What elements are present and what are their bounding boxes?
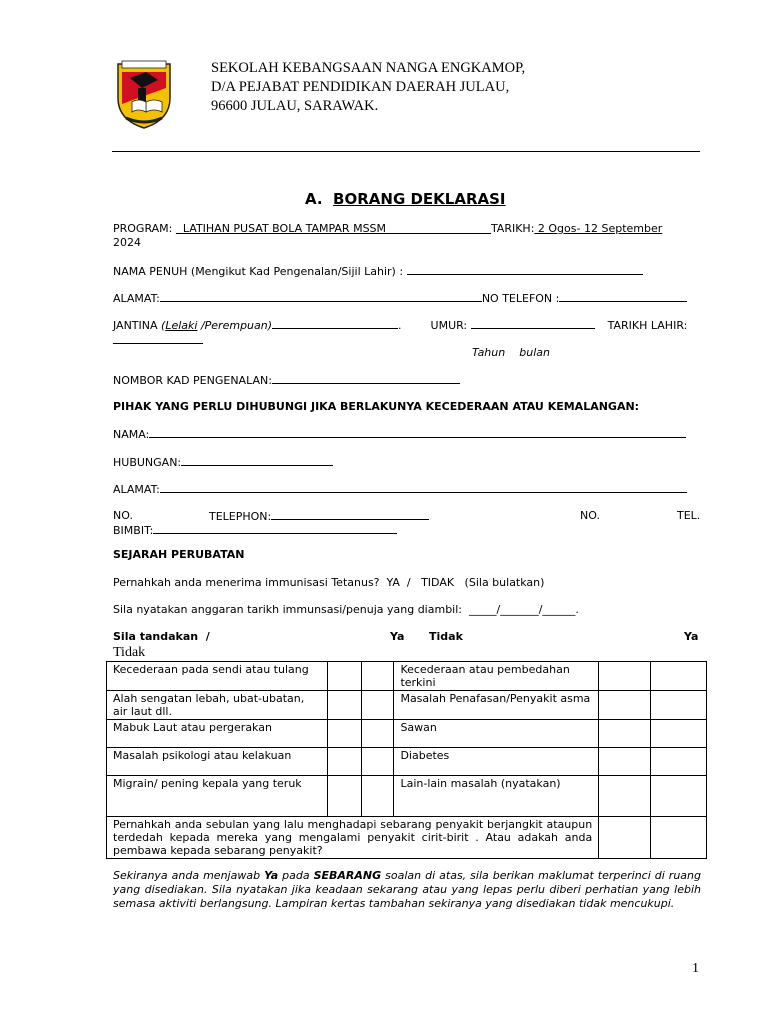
- date-field[interactable]: _____/_______/______.: [469, 603, 579, 616]
- tidak-cell[interactable]: [651, 691, 707, 720]
- umur-label: UMUR:: [430, 319, 468, 332]
- condition-left: Migrain/ pening kepala yang teruk: [107, 776, 328, 817]
- table-row: [107, 817, 707, 859]
- telefon-label: NO TELEFON :: [481, 292, 560, 305]
- tidak-cell[interactable]: [651, 662, 707, 691]
- nama-field[interactable]: [407, 264, 643, 275]
- kad-field[interactable]: [272, 373, 460, 384]
- ya-cell[interactable]: [327, 748, 361, 776]
- title-number: A.: [305, 190, 323, 208]
- ya-cell[interactable]: [327, 662, 361, 691]
- condition-left: Kecederaan pada sendi atau tulang: [107, 662, 328, 691]
- ya-header-1: Ya: [390, 630, 405, 643]
- tidak-cell[interactable]: [361, 662, 394, 691]
- hubungan-row: [113, 455, 333, 470]
- nama2-field[interactable]: [149, 427, 686, 438]
- page-title: [305, 190, 506, 208]
- medical-heading: SEJARAH PERUBATAN: [113, 548, 245, 561]
- alamat-field[interactable]: [160, 291, 482, 302]
- condition-left: Masalah psikologi atau kelakuan: [107, 748, 328, 776]
- header-divider: [112, 151, 700, 152]
- program-label: PROGRAM:: [113, 222, 173, 235]
- address-line-2: D/A PEJABAT PENDIDIKAN DAERAH JULAU,: [211, 79, 510, 95]
- medical-table: [106, 661, 707, 859]
- tidak-cell[interactable]: [361, 691, 394, 720]
- tidak-cell[interactable]: [651, 776, 707, 817]
- bimbit-field[interactable]: [153, 523, 397, 534]
- nama2-label: NAMA:: [113, 428, 150, 441]
- table-row: [107, 748, 707, 776]
- lelaki-option[interactable]: Lelaki: [165, 319, 198, 332]
- telephon-label: TELEPHON:: [209, 510, 272, 523]
- kad-label: NOMBOR KAD PENGENALAN:: [113, 374, 272, 387]
- date-question: [113, 603, 579, 617]
- tel-label: TEL.: [677, 509, 701, 522]
- alamat2-row: [113, 482, 687, 497]
- ya-cell[interactable]: [599, 776, 651, 817]
- contact-heading: PIHAK YANG PERLU DIHUBUNGI JIKA BERLAKUNYA KECEDERAAN ATAU KEMALANGAN:: [113, 400, 640, 413]
- note-ya: Ya: [264, 869, 279, 882]
- nama2-row: [113, 427, 686, 442]
- note-sebarang: SEBARANG: [313, 869, 382, 882]
- tarikh-value[interactable]: 2 Ogos- 12 September: [537, 222, 663, 235]
- jantina-field[interactable]: [272, 318, 398, 329]
- tidak-cell[interactable]: [651, 748, 707, 776]
- ya-cell[interactable]: [327, 691, 361, 720]
- tidak-header-2: Tidak: [113, 645, 146, 660]
- program-value[interactable]: LATIHAN PUSAT BOLA TAMPAR MSSM: [182, 222, 387, 235]
- kad-row: [113, 373, 460, 388]
- ya-cell[interactable]: [599, 662, 651, 691]
- ya-cell[interactable]: [599, 817, 651, 859]
- ya-cell[interactable]: [599, 720, 651, 748]
- tidak-cell[interactable]: [651, 720, 707, 748]
- table-row: [107, 720, 707, 748]
- telefon-field[interactable]: [559, 291, 687, 302]
- telephon-row: [209, 509, 429, 524]
- date-question-text: Sila nyatakan anggaran tarikh immunsasi/penuja yang diambil:: [113, 603, 462, 616]
- school-address: [211, 59, 525, 116]
- tick-label: Sila tandakan /: [113, 630, 210, 643]
- tidak-cell[interactable]: [361, 748, 394, 776]
- hubungan-label: HUBUNGAN:: [113, 456, 182, 469]
- tarikh-label: TARIKH:: [490, 222, 535, 235]
- alamat-label: ALAMAT:: [113, 292, 160, 305]
- school-name: SEKOLAH KEBANGSAAN NANGA ENGKAMOP,: [211, 60, 526, 76]
- perempuan-option[interactable]: /Perempuan: [200, 319, 268, 332]
- no2-label: NO.: [580, 509, 600, 522]
- ya-header-2: Ya: [684, 630, 699, 643]
- program-row: [113, 222, 701, 236]
- condition-right: Lain-lain masalah (nyatakan): [394, 776, 599, 817]
- ya-cell[interactable]: [599, 691, 651, 720]
- jantina-row: JANTINA (Lelaki /Perempuan) . UMUR: TARIKH LAHIR:: [113, 319, 688, 332]
- condition-right: Sawan: [394, 720, 599, 748]
- condition-right: Diabetes: [394, 748, 599, 776]
- no-label: NO.: [113, 509, 133, 522]
- address-line-3: 96600 JULAU, SARAWAK.: [211, 98, 379, 114]
- page-number: 1: [692, 961, 699, 976]
- tarikh-lahir-field[interactable]: [113, 343, 203, 344]
- nama-row: [113, 264, 643, 279]
- bimbit-label: BIMBIT:: [113, 524, 154, 537]
- table-row: [107, 691, 707, 720]
- nama-label: NAMA PENUH (Mengikut Kad Pengenalan/Sijil Lahir) :: [113, 265, 404, 278]
- telephon-field[interactable]: [271, 509, 429, 520]
- tahun-label: Tahun: [472, 346, 506, 359]
- alamat2-label: ALAMAT:: [113, 483, 160, 496]
- tetanus-question: Pernahkah anda menerima immunisasi Tetanus? YA / TIDAK (Sila bulatkan): [113, 576, 545, 589]
- alamat2-field[interactable]: [160, 482, 687, 493]
- ya-cell[interactable]: [599, 748, 651, 776]
- tarikh-lahir-label: TARIKH LAHIR:: [607, 319, 688, 332]
- infectious-question: Pernahkah anda sebulan yang lalu menghadapi sebarang penyakit berjangkit ataupun terdedah kepada mereka yang mengalami penyakit cirit-birit . Atau adakah anda pembawa kepada sebarang penyakit?: [107, 817, 599, 859]
- condition-right: Kecederaan atau pembedahan terkini: [394, 662, 599, 691]
- note-paragraph: Sekiranya anda menjawab Ya pada SEBARANG soalan di atas, sila berikan maklumat terperinci di ruang yang disediakan. Sila nyatakan jika keadaan sekarang atau yang lepas perlu diberi perhatian yang lebih semasa aktiviti berlangsung. Lampiran kertas tambahan sekiranya yang disediakan tidak mencukupi.: [113, 869, 701, 910]
- condition-right: Masalah Penafasan/Penyakit asma: [394, 691, 599, 720]
- title-text: BORANG DEKLARASI: [333, 190, 506, 208]
- table-row: [107, 662, 707, 691]
- ya-cell[interactable]: [327, 776, 361, 817]
- jantina-label: JANTINA: [113, 319, 158, 332]
- umur-units: [472, 346, 550, 360]
- ya-cell[interactable]: [327, 720, 361, 748]
- umur-field[interactable]: [471, 318, 595, 329]
- tidak-cell[interactable]: [651, 817, 707, 859]
- tidak-cell[interactable]: [361, 776, 394, 817]
- condition-left: Alah sengatan lebah, ubat-ubatan, air laut dll.: [107, 691, 328, 720]
- hubungan-field[interactable]: [181, 455, 333, 466]
- condition-left: Mabuk Laut atau pergerakan: [107, 720, 328, 748]
- alamat-row: [113, 291, 687, 306]
- table-row: [107, 776, 707, 817]
- bimbit-row: [113, 523, 397, 538]
- bulan-label: bulan: [519, 346, 550, 359]
- tidak-header-1: Tidak: [429, 630, 463, 643]
- tarikh-year: 2024: [113, 236, 141, 249]
- tidak-cell[interactable]: [361, 720, 394, 748]
- school-logo: [112, 58, 176, 130]
